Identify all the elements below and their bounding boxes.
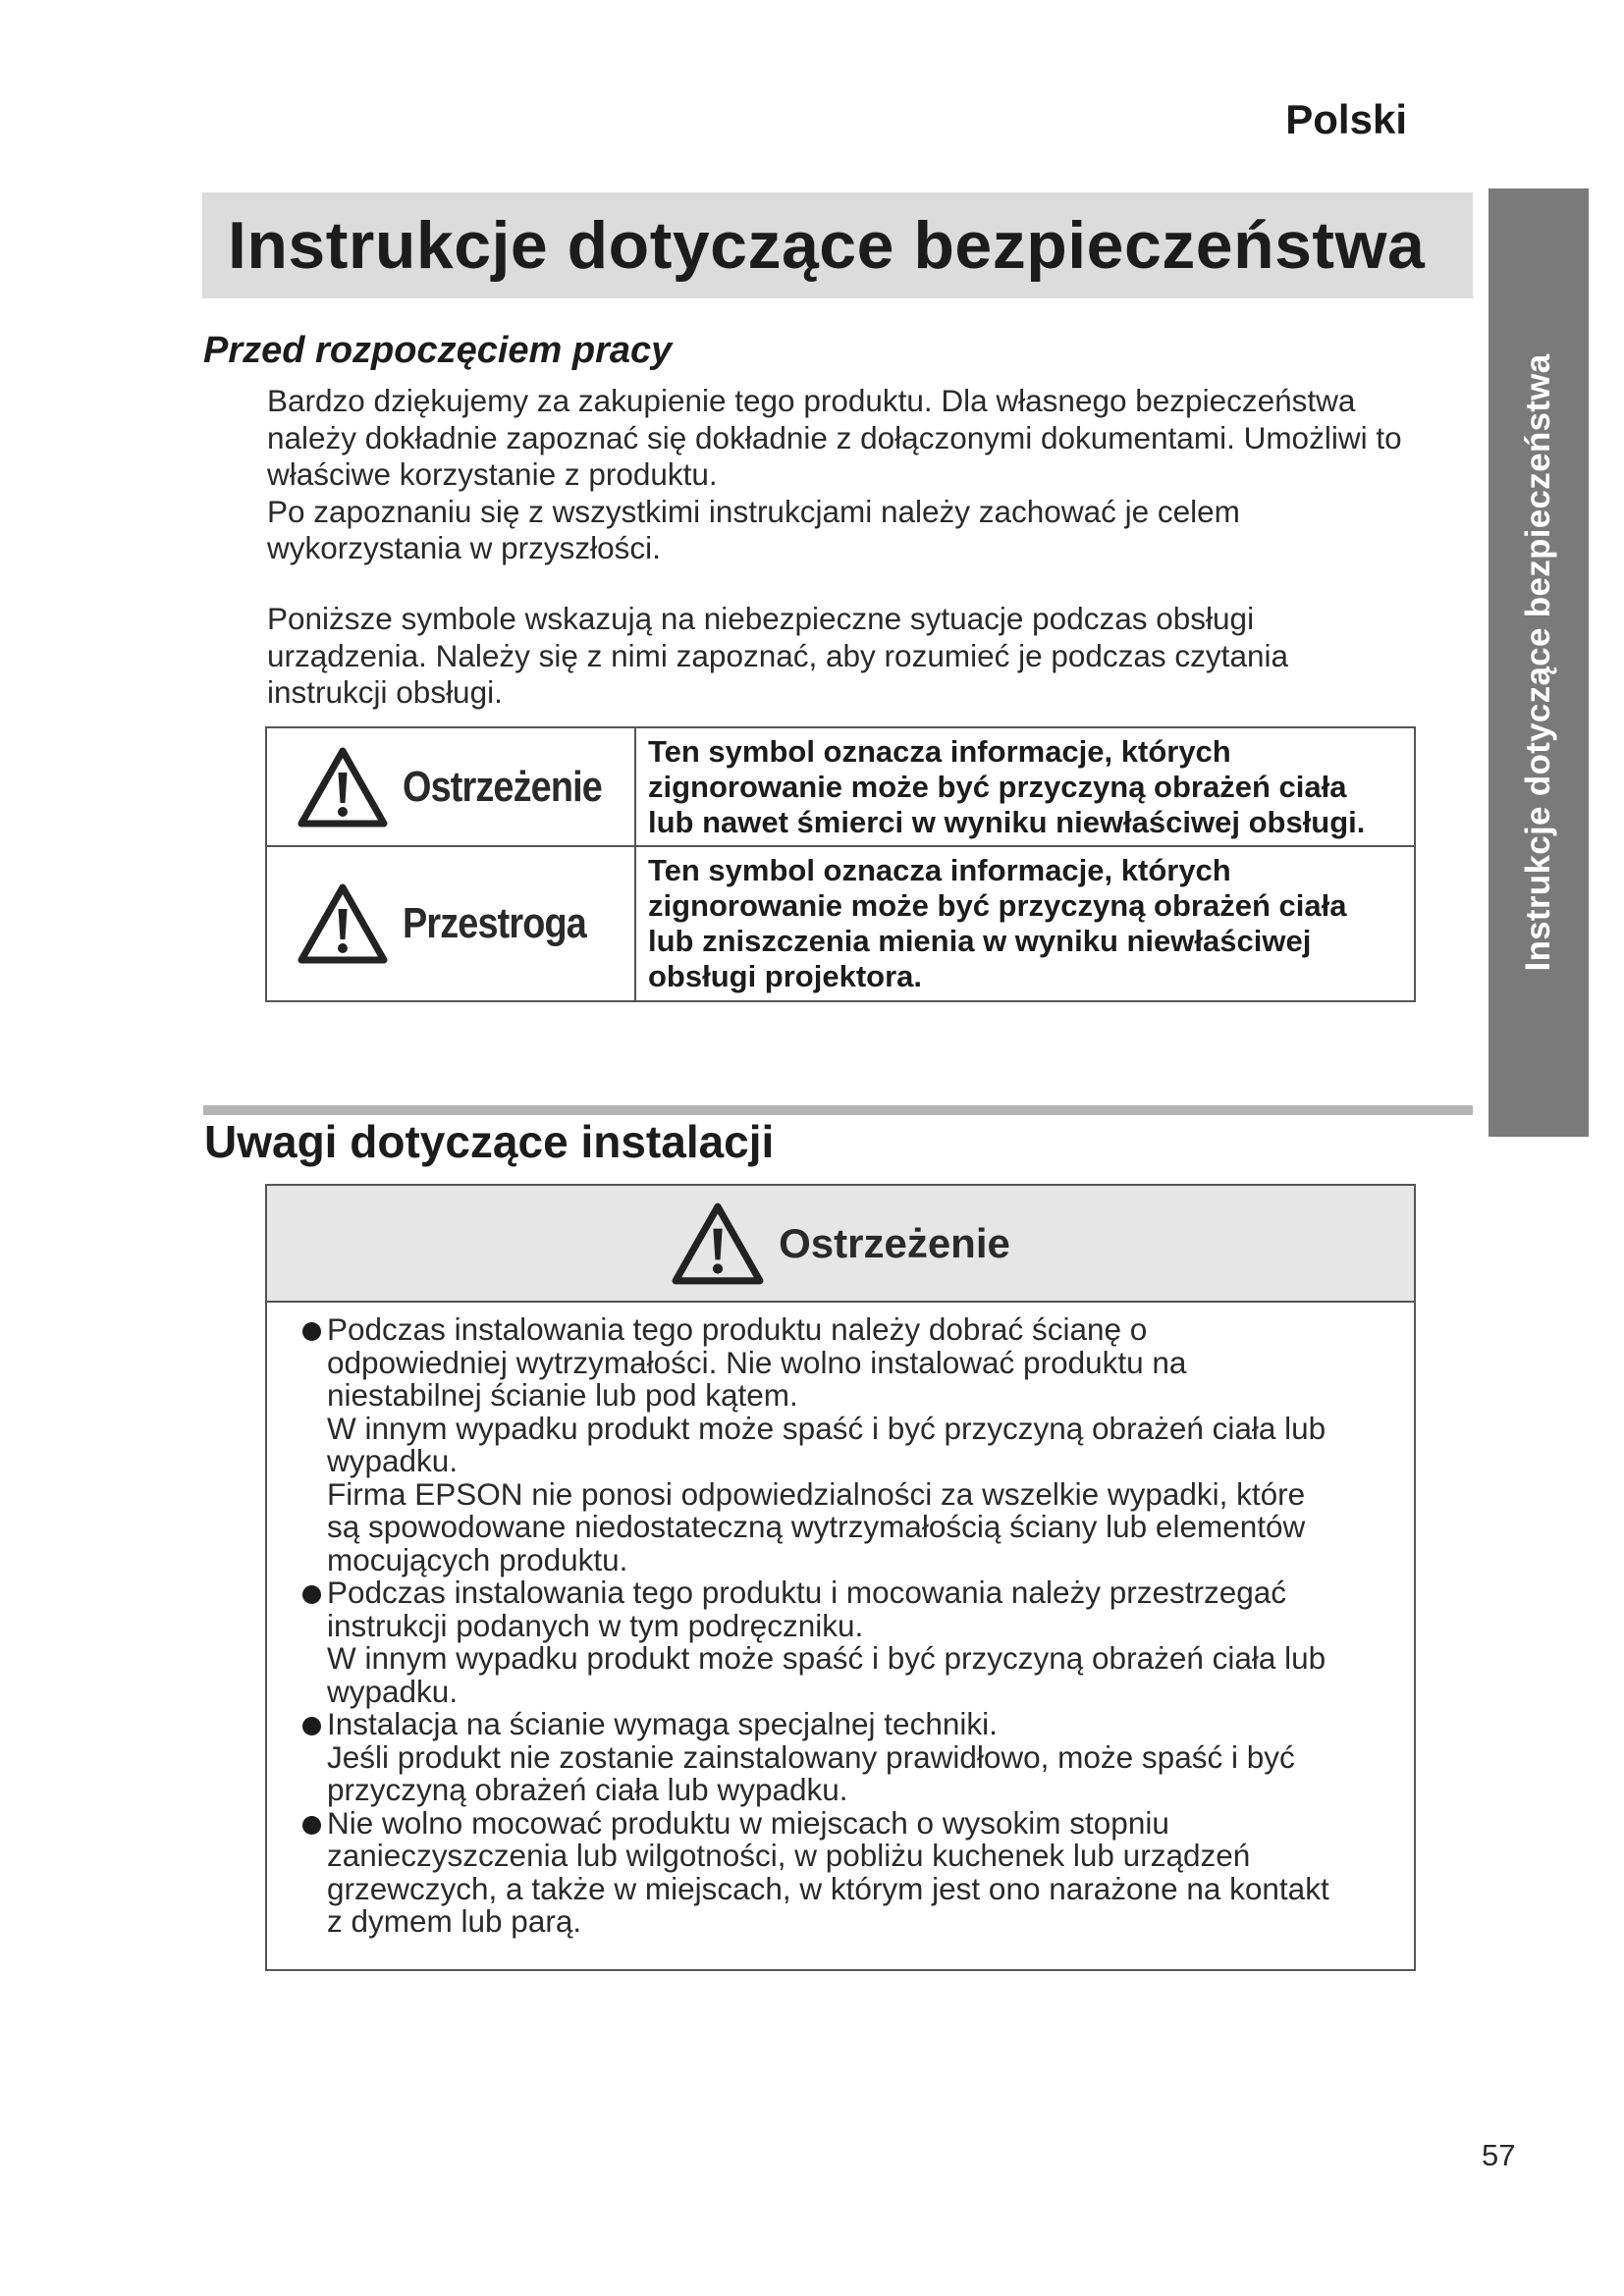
warning-box-label: Ostrzeżenie [779, 1219, 1010, 1266]
warning-triangle-icon [297, 746, 389, 828]
text-line: Nie wolno mocować produktu w miejscach o wysokim stopniu [327, 1804, 1169, 1841]
text-line: urządzenia. Należy się z nimi zapoznać, aby rozumieć je podczas czytania [267, 637, 1288, 673]
text-line: wypadku. [327, 1673, 459, 1709]
symbol-description [635, 727, 1415, 846]
side-section-tab [1489, 188, 1589, 1137]
text-line: właściwe korzystanie z produktu. [267, 456, 718, 492]
text-line: wypadku. [327, 1443, 459, 1478]
bullet-icon [302, 1585, 321, 1604]
side-tab-label: Instrukcje dotyczące bezpieczeństwa [1519, 353, 1557, 972]
warning-triangle-icon [671, 1201, 765, 1286]
text-line: zignorowanie może być przyczyną obrażeń ciała [647, 769, 1347, 804]
list-item [302, 1576, 1404, 1708]
warning-list [302, 1313, 1404, 1939]
text-line: z dymem lub parą. [327, 1903, 582, 1939]
text-line: Podczas instalowania tego produktu należy dobrać ścianę o [327, 1311, 1148, 1347]
symbol-cell [266, 727, 635, 846]
text-line: Podczas instalowania tego produktu i mocowania należy przestrzegać [327, 1575, 1287, 1610]
bullet-icon [302, 1816, 321, 1835]
text-line: należy dokładnie zapoznać się dokładnie z dołączonymi dokumentami. Umożliwi to [267, 419, 1402, 455]
text-line: przyczyną obrażeń ciała lub wypadku. [327, 1772, 848, 1807]
intro-paragraph-2 [267, 601, 1475, 712]
text-line: Bardzo dziękujemy za zakupienie tego produktu. Dla własnego bezpieczeństwa [267, 383, 1356, 418]
text-line: wykorzystania w przyszłości. [267, 530, 661, 565]
text-line: Instalacja na ścianie wymaga specjalnej techniki. [327, 1706, 998, 1741]
section-divider [203, 1105, 1473, 1115]
installation-warning-box [265, 1184, 1416, 1971]
list-item [302, 1804, 1404, 1939]
text-line: lub zniszczenia mienia w wyniku niewłaściwej [647, 924, 1312, 958]
intro-heading: Przed rozpoczęciem pracy [203, 330, 673, 371]
list-item [302, 1313, 1404, 1576]
page-number: 57 [1482, 2138, 1516, 2172]
text-line: są spowodowane niedostateczną wytrzymałością ściany lub elementów [327, 1509, 1306, 1544]
text-line: Ten symbol oznacza informacje, których [647, 733, 1231, 769]
text-line: Ten symbol oznacza informacje, których [647, 853, 1231, 887]
symbol-cell [266, 846, 635, 1001]
text-line: Firma EPSON nie ponosi odpowiedzialności za wszelkie wypadki, które [327, 1475, 1306, 1512]
symbol-row-caution [266, 846, 1415, 1001]
symbol-label: Przestroga [403, 899, 586, 947]
text-line: mocujących produktu. [327, 1541, 628, 1577]
intro-paragraph-1 [267, 383, 1475, 567]
text-line: lub nawet śmierci w wyniku niewłaściwej obsługi. [647, 804, 1366, 839]
text-line: Poniższe symbole wskazują na niebezpieczne sytuacje podczas obsługi [267, 601, 1255, 636]
bullet-icon [302, 1717, 321, 1735]
bullet-icon [302, 1322, 321, 1341]
symbol-label: Ostrzeżenie [403, 762, 602, 811]
page-title: Instrukcje dotyczące bezpieczeństwa [228, 208, 1426, 283]
list-item [302, 1708, 1404, 1807]
warning-box-header [267, 1186, 1414, 1303]
title-band [202, 192, 1473, 298]
symbols-table [265, 726, 1416, 1002]
text-line: obsługi projektora. [647, 959, 923, 993]
text-line: instrukcji obsługi. [267, 674, 503, 710]
text-line: Po zapoznaniu się z wszystkimi instrukcjami należy zachować je celem [267, 493, 1240, 529]
text-line: instrukcji podanych w tym podręczniku. [327, 1607, 864, 1643]
text-line: W innym wypadku produkt może spaść i być przyczyną obrażeń ciała lub [327, 1640, 1326, 1676]
text-line: Jeśli produkt nie zostanie zainstalowany prawidłowo, może spaść i być [327, 1738, 1295, 1775]
symbol-row-warning [266, 727, 1415, 846]
text-line: niestabilnej ścianie lub pod kątem. [327, 1377, 798, 1413]
symbol-description [635, 846, 1415, 1001]
language-label: Polski [1285, 96, 1407, 142]
text-line: odpowiedniej wytrzymałości. Nie wolno instalować produktu na [327, 1344, 1187, 1380]
installation-heading: Uwagi dotyczące instalacji [204, 1116, 775, 1167]
text-line: zignorowanie może być przyczyną obrażeń ciała [647, 888, 1347, 923]
warning-triangle-icon [297, 882, 389, 965]
text-line: grzewczych, a także w miejscach, w którym jest ono narażone na kontakt [327, 1870, 1329, 1906]
text-line: W innym wypadku produkt może spaść i być przyczyną obrażeń ciała lub [327, 1410, 1326, 1446]
text-line: zanieczyszczenia lub wilgotności, w pobliżu kuchenek lub urządzeń [327, 1838, 1251, 1873]
